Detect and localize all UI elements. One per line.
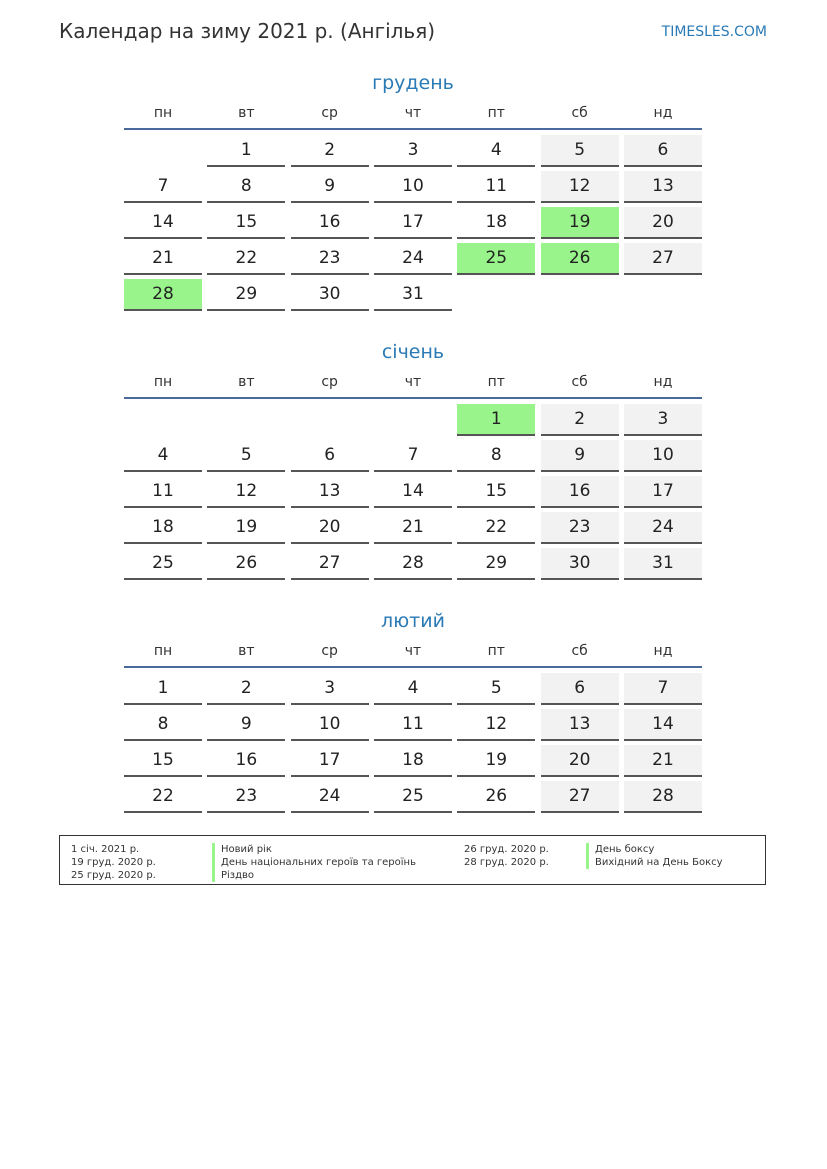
month-title: грудень: [372, 72, 454, 94]
day-cell: 5: [207, 440, 285, 472]
weekday-label: пт: [487, 105, 505, 121]
day-cell: 15: [207, 207, 285, 239]
holiday-day-cell: 1: [457, 404, 535, 436]
page-title: Календар на зиму 2021 р. (Ангілья): [59, 19, 436, 43]
week-row: [124, 171, 702, 207]
day-cell: 5: [541, 135, 619, 167]
legend-dates-left: [71, 843, 156, 882]
month-title: січень: [381, 341, 445, 363]
day-cell: 7: [374, 440, 452, 472]
day-cell: 27: [624, 243, 702, 275]
day-cell: 27: [291, 548, 369, 580]
day-cell: 24: [291, 781, 369, 813]
week-row: [124, 440, 702, 476]
legend-names-left: [212, 843, 416, 882]
weekday-label: пн: [153, 105, 173, 121]
holiday-day-cell: 26: [541, 243, 619, 275]
week-row: [124, 512, 702, 548]
day-cell: 29: [457, 548, 535, 580]
day-grid: [124, 135, 702, 315]
day-cell: 13: [541, 709, 619, 741]
day-cell: 30: [291, 279, 369, 311]
legend-date: 28 груд. 2020 р.: [464, 857, 549, 868]
weekday-label: сб: [571, 105, 588, 121]
legend-date: 19 груд. 2020 р.: [71, 857, 156, 868]
day-cell: 29: [207, 279, 285, 311]
day-cell: 19: [457, 745, 535, 777]
day-cell: 27: [541, 781, 619, 813]
weekday-label: пн: [153, 643, 173, 659]
day-cell: 2: [291, 135, 369, 167]
day-cell: 1: [207, 135, 285, 167]
day-cell: 23: [291, 243, 369, 275]
day-cell: 17: [624, 476, 702, 508]
weekday-label: ср: [321, 105, 338, 121]
week-row: [124, 673, 702, 709]
weekday-label: сб: [571, 374, 588, 390]
empty-day-cell: [457, 279, 535, 309]
day-cell: 16: [541, 476, 619, 508]
weekday-label: ср: [321, 643, 338, 659]
month-title: лютий: [381, 610, 445, 632]
day-cell: 16: [207, 745, 285, 777]
legend-date: 26 груд. 2020 р.: [464, 844, 549, 855]
day-cell: 3: [374, 135, 452, 167]
week-row: [124, 745, 702, 781]
day-cell: 17: [374, 207, 452, 239]
day-cell: 21: [624, 745, 702, 777]
day-cell: 26: [457, 781, 535, 813]
empty-day-cell: [291, 404, 369, 434]
day-cell: 14: [124, 207, 202, 239]
legend-name: День боксу: [586, 843, 723, 856]
day-cell: 5: [457, 673, 535, 705]
weekday-label: вт: [238, 643, 255, 659]
week-row: [124, 207, 702, 243]
day-cell: 15: [124, 745, 202, 777]
month-calendar: [124, 337, 702, 584]
month-calendar: [124, 606, 702, 817]
day-cell: 25: [374, 781, 452, 813]
day-cell: 15: [457, 476, 535, 508]
day-cell: 19: [207, 512, 285, 544]
day-cell: 25: [124, 548, 202, 580]
day-cell: 22: [457, 512, 535, 544]
legend-date: 1 січ. 2021 р.: [71, 844, 140, 855]
week-row: [124, 279, 702, 315]
weekday-label: ср: [321, 374, 338, 390]
holiday-day-cell: 19: [541, 207, 619, 239]
empty-day-cell: [124, 404, 202, 434]
day-cell: 12: [457, 709, 535, 741]
day-cell: 18: [457, 207, 535, 239]
day-cell: 6: [624, 135, 702, 167]
day-cell: 7: [124, 171, 202, 203]
day-cell: 26: [207, 548, 285, 580]
day-cell: 12: [541, 171, 619, 203]
day-cell: 30: [541, 548, 619, 580]
day-cell: 4: [124, 440, 202, 472]
week-row: [124, 781, 702, 817]
weekday-label: чт: [404, 105, 422, 121]
legend-names-right: [586, 843, 723, 869]
day-cell: 8: [124, 709, 202, 741]
day-cell: 21: [124, 243, 202, 275]
day-cell: 20: [541, 745, 619, 777]
holiday-day-cell: 28: [124, 279, 202, 311]
day-cell: 28: [374, 548, 452, 580]
day-cell: 6: [291, 440, 369, 472]
weekday-header: [124, 102, 702, 130]
day-cell: 14: [374, 476, 452, 508]
holiday-day-cell: 25: [457, 243, 535, 275]
day-cell: 4: [374, 673, 452, 705]
weekday-label: нд: [653, 374, 673, 390]
empty-day-cell: [541, 279, 619, 309]
day-cell: 2: [541, 404, 619, 436]
day-cell: 13: [624, 171, 702, 203]
week-row: [124, 548, 702, 584]
week-row: [124, 709, 702, 745]
legend-name: Новий рік: [212, 843, 416, 856]
weekday-label: пт: [487, 374, 505, 390]
legend-name: Вихідний на День Боксу: [586, 856, 723, 869]
day-cell: 4: [457, 135, 535, 167]
day-cell: 9: [207, 709, 285, 741]
day-grid: [124, 673, 702, 817]
day-cell: 18: [374, 745, 452, 777]
day-cell: 12: [207, 476, 285, 508]
weekday-label: сб: [571, 643, 588, 659]
weekday-label: пн: [153, 374, 173, 390]
day-grid: [124, 404, 702, 584]
week-row: [124, 476, 702, 512]
weekday-label: вт: [238, 105, 255, 121]
day-cell: 31: [374, 279, 452, 311]
week-row: [124, 135, 702, 171]
day-cell: 22: [124, 781, 202, 813]
day-cell: 20: [291, 512, 369, 544]
day-cell: 10: [291, 709, 369, 741]
day-cell: 11: [124, 476, 202, 508]
empty-day-cell: [207, 404, 285, 434]
day-cell: 11: [374, 709, 452, 741]
weekday-header: [124, 640, 702, 668]
weekday-label: чт: [404, 643, 422, 659]
empty-day-cell: [624, 279, 702, 309]
day-cell: 3: [624, 404, 702, 436]
empty-day-cell: [124, 135, 202, 165]
day-cell: 31: [624, 548, 702, 580]
day-cell: 2: [207, 673, 285, 705]
day-cell: 22: [207, 243, 285, 275]
weekday-label: пт: [487, 643, 505, 659]
day-cell: 8: [457, 440, 535, 472]
day-cell: 3: [291, 673, 369, 705]
day-cell: 23: [541, 512, 619, 544]
site-link[interactable]: TIMESLES.COM: [661, 24, 767, 40]
empty-day-cell: [374, 404, 452, 434]
weekday-label: чт: [404, 374, 422, 390]
day-cell: 24: [374, 243, 452, 275]
day-cell: 10: [374, 171, 452, 203]
week-row: [124, 404, 702, 440]
day-cell: 9: [291, 171, 369, 203]
weekday-header: [124, 371, 702, 399]
day-cell: 18: [124, 512, 202, 544]
day-cell: 20: [624, 207, 702, 239]
month-calendar: [124, 68, 702, 315]
legend-name: Різдво: [212, 869, 416, 882]
day-cell: 28: [624, 781, 702, 813]
day-cell: 11: [457, 171, 535, 203]
weekday-label: нд: [653, 105, 673, 121]
legend-dates-right: [464, 843, 549, 869]
day-cell: 13: [291, 476, 369, 508]
day-cell: 9: [541, 440, 619, 472]
day-cell: 6: [541, 673, 619, 705]
day-cell: 1: [124, 673, 202, 705]
day-cell: 24: [624, 512, 702, 544]
day-cell: 10: [624, 440, 702, 472]
day-cell: 16: [291, 207, 369, 239]
day-cell: 8: [207, 171, 285, 203]
weekday-label: вт: [238, 374, 255, 390]
week-row: [124, 243, 702, 279]
legend-date: 25 груд. 2020 р.: [71, 870, 156, 881]
day-cell: 14: [624, 709, 702, 741]
day-cell: 17: [291, 745, 369, 777]
legend-name: День національних героїв та героїнь: [212, 856, 416, 869]
holiday-legend: [59, 835, 766, 885]
day-cell: 23: [207, 781, 285, 813]
day-cell: 21: [374, 512, 452, 544]
day-cell: 7: [624, 673, 702, 705]
weekday-label: нд: [653, 643, 673, 659]
